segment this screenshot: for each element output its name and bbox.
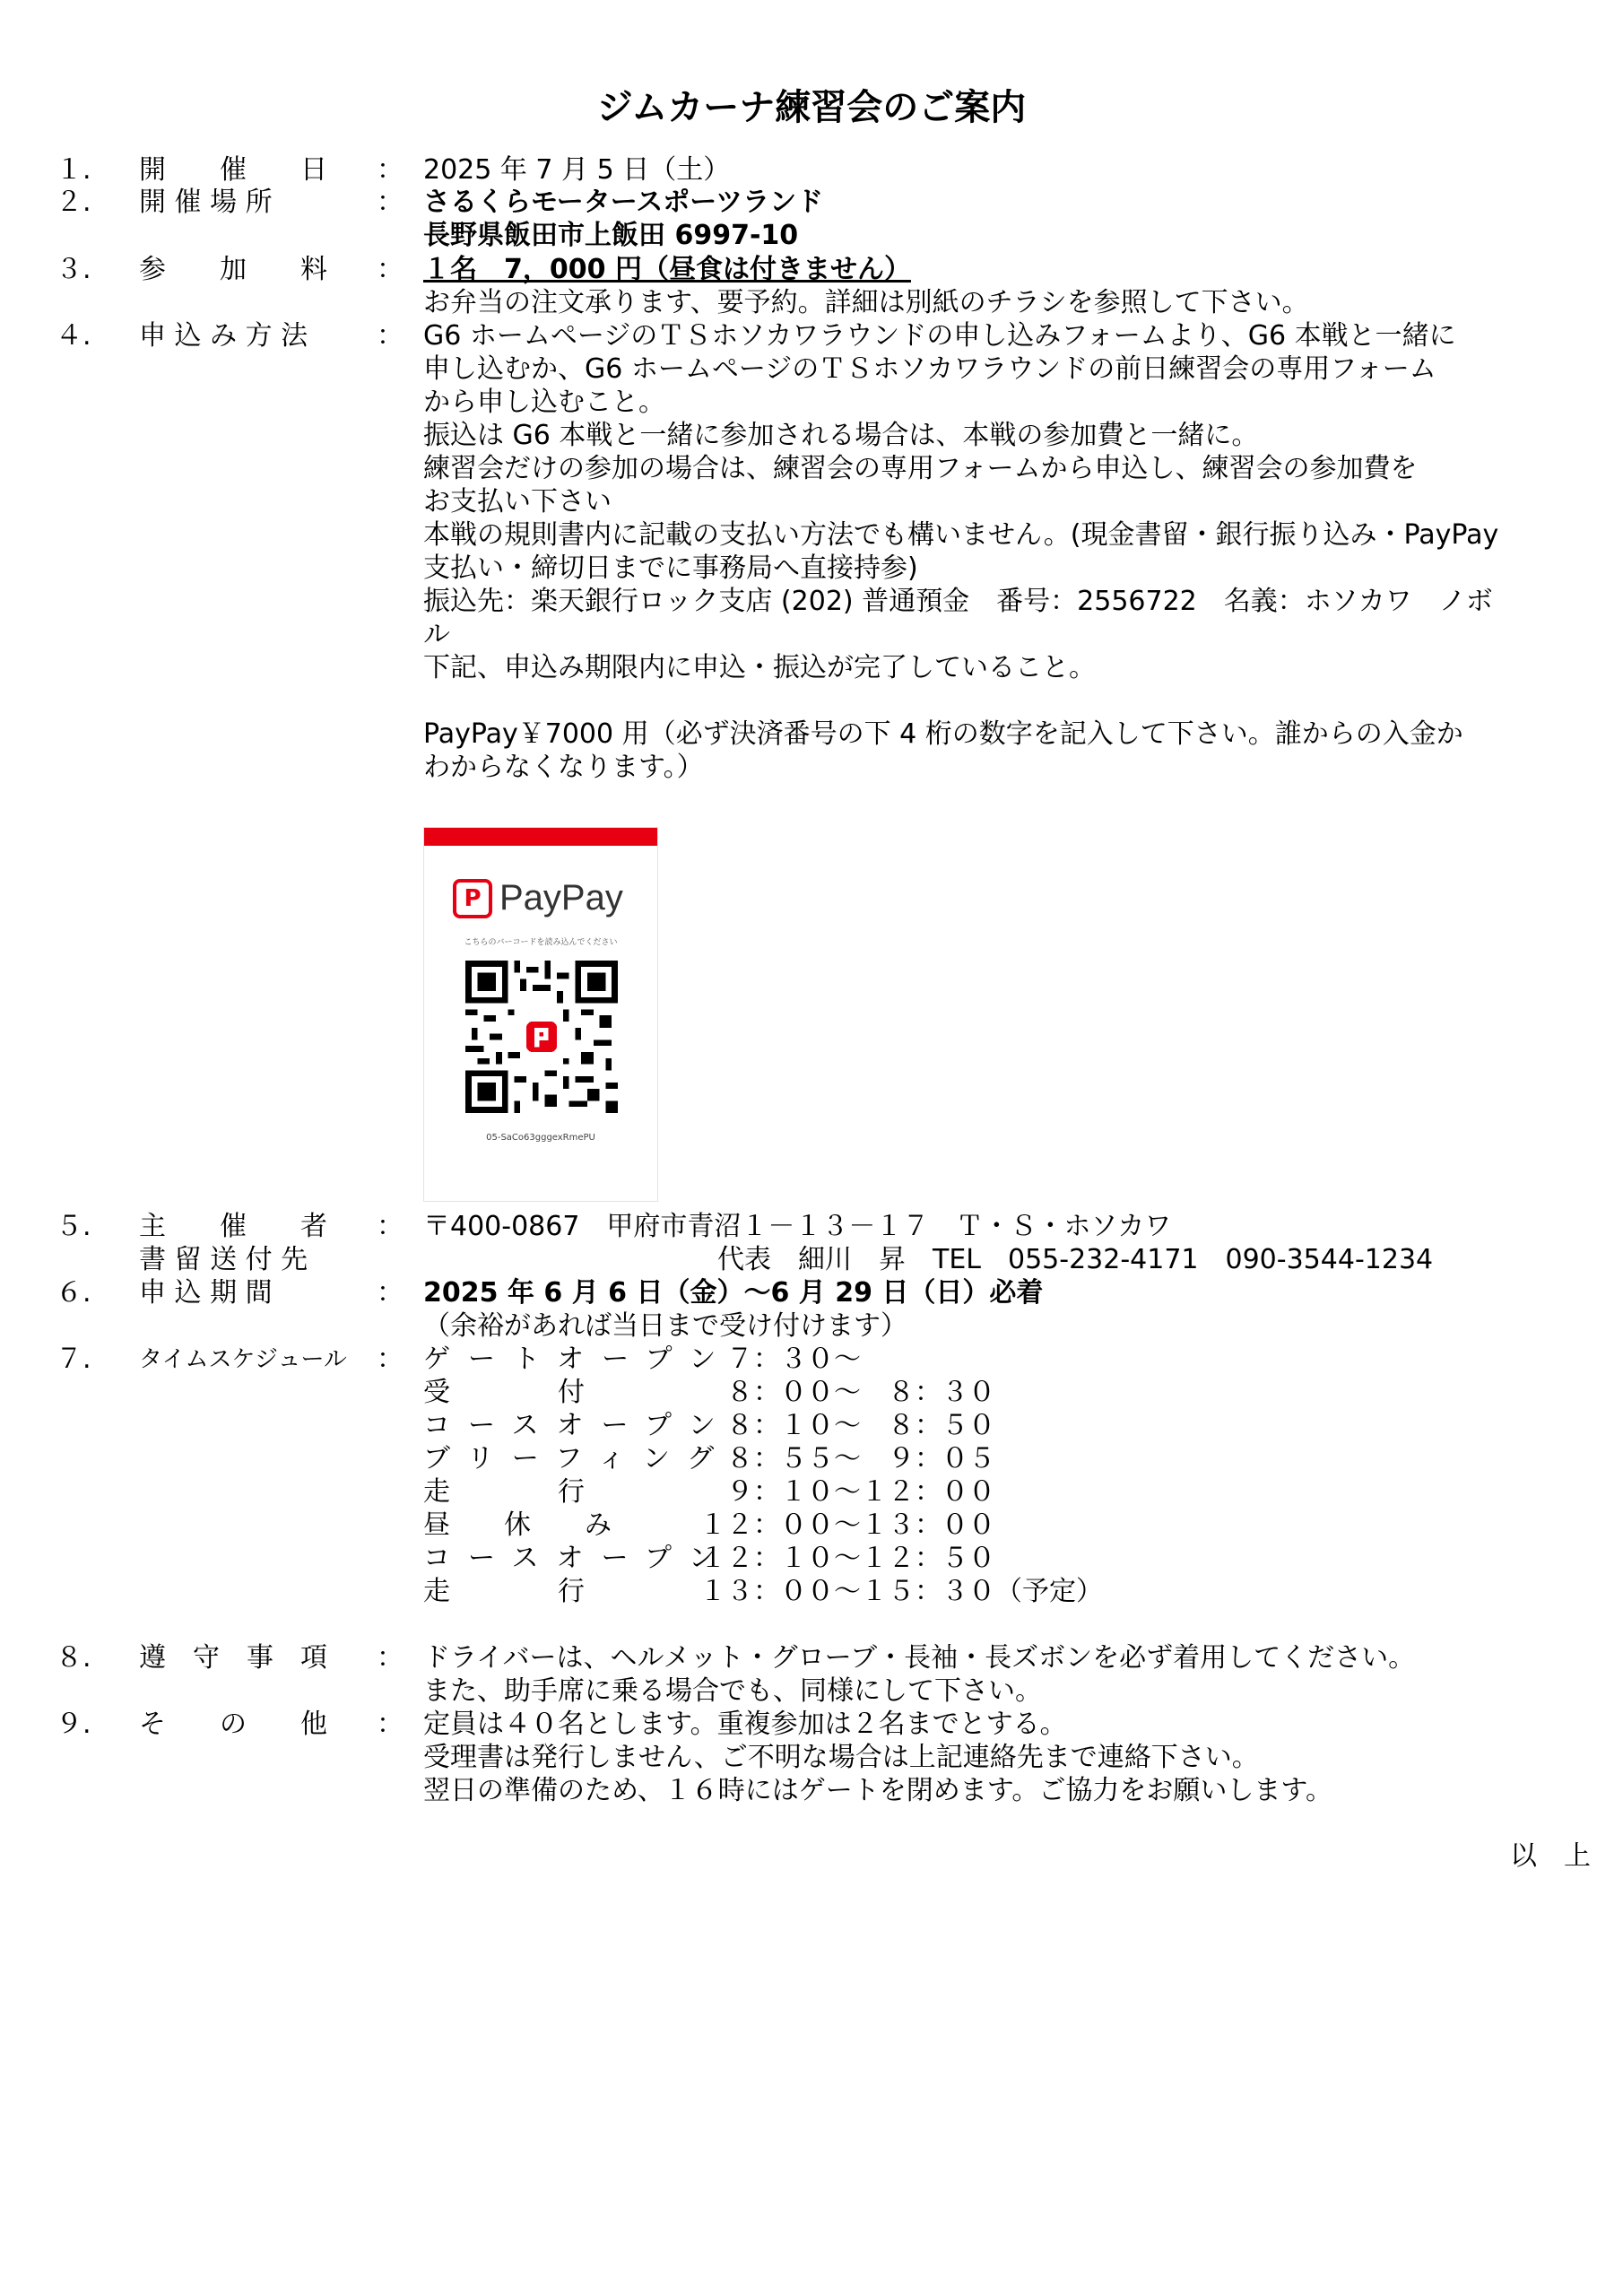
paypay-qr-card [423, 827, 658, 1202]
fee: １名 7，000 円（昼食は付きません） [423, 254, 911, 285]
item-5-label-2: 書 留 送 付 先 [139, 1244, 308, 1275]
schedule-time: ９：１０～１２：００ [699, 1476, 995, 1508]
apply-line: PayPay￥7000 用（必ず決済番号の下 4 桁の数字を記入して下さい。誰からの入金か [423, 718, 1463, 750]
item-8-number: ８. [56, 1642, 91, 1674]
apply-line: G6 ホームページのＴＳホソカワラウンドの申し込みフォームより、G6 本戦と一緒に [423, 320, 1456, 352]
item-1-number: １. [56, 154, 91, 186]
event-date: 2025 年 7 月 5 日（土） [423, 154, 731, 186]
schedule-name: 昼 休 み [423, 1509, 612, 1541]
venue-name: さるくらモータースポーツランド [423, 187, 824, 218]
item-4-label: 申 込 み 方 法 [139, 320, 308, 352]
item-2-number: ２. [56, 187, 91, 218]
item-6-number: ６. [56, 1277, 91, 1309]
organizer-address: 〒400-0867 甲府市青沼１－１３－１７ Ｔ・Ｓ・ホソカワ [423, 1211, 1172, 1242]
apply-line: わからなくなります。） [423, 752, 704, 783]
apply-line: お支払い下さい [423, 486, 612, 517]
apply-line: 本戦の規則書内に記載の支払い方法でも構いません。(現金書留・銀行振り込み・PayPay [423, 519, 1499, 551]
schedule-name: コースオープン [423, 1543, 733, 1574]
page-title: ジムカーナ練習会のご案内 [596, 87, 1027, 128]
paypay-instruction: こちらのバーコードを読み込んでください [464, 938, 618, 947]
organizer-contact: 代表 細川 昇 TEL 055-232-4171 090-3544-1234 [717, 1244, 1434, 1275]
item-9-number: ９. [56, 1709, 91, 1740]
apply-line: 申し込むか、G6 ホームページのＴＳホソカワラウンドの前日練習会の専用フォーム [423, 353, 1436, 385]
colon: ： [377, 1642, 404, 1674]
item-5-number: ５. [56, 1211, 91, 1242]
colon: ： [377, 320, 404, 352]
rules-line: ドライバーは、ヘルメット・グローブ・長袖・長ズボンを必ず着用してください。 [423, 1642, 1416, 1674]
item-1-label: 開 催 日 [139, 154, 327, 186]
apply-line: から申し込むこと。 [423, 387, 665, 418]
closing-mark: 以 上 [1510, 1840, 1591, 1872]
colon: ： [377, 1211, 404, 1242]
application-period: 2025 年 6 月 6 日（金）～6 月 29 日（日）必着 [423, 1277, 1044, 1309]
item-4-number: ４. [56, 320, 91, 352]
schedule-time: １２：１０～１２：５０ [699, 1543, 995, 1574]
application-period-note: （余裕があれば当日まで受け付けます） [423, 1310, 907, 1342]
schedule-name: 受 付 [423, 1377, 585, 1408]
schedule-name: ゲートオープン [423, 1344, 734, 1375]
paypay-header-bar [424, 828, 657, 846]
item-8-label: 遵 守 事 項 [139, 1642, 327, 1674]
schedule-name: 走 行 [423, 1576, 585, 1607]
other-line: 受理書は発行しません、ご不明な場合は上記連絡先まで連絡下さい。 [423, 1742, 1259, 1773]
apply-line: 支払い・締切日までに事務局へ直接持参) [423, 552, 918, 584]
schedule-name: 走 行 [423, 1476, 585, 1508]
other-line: 定員は４０名とします。重複参加は２名までとする。 [423, 1709, 1067, 1740]
schedule-time: １３：００～１５：３０（予定） [699, 1576, 1103, 1607]
item-3-number: ３. [56, 254, 91, 285]
schedule-time: ８：１０～ ８：５０ [699, 1410, 995, 1441]
apply-line: 振込は G6 本戦と一緒に参加される場合は、本戦の参加費と一緒に。 [423, 420, 1259, 451]
paypay-code: 05-SaCo63gggexRmePU [486, 1133, 595, 1143]
item-7-label: タイムスケジュール [139, 1346, 347, 1373]
item-5-label: 主 催 者 [139, 1211, 327, 1242]
item-7-number: ７. [56, 1344, 91, 1375]
apply-line: ル [423, 619, 450, 650]
schedule-name: ブリーフィング [423, 1443, 733, 1474]
item-2-label: 開 催 場 所 [139, 187, 273, 218]
paypay-logo [453, 878, 623, 918]
apply-line: 下記、申込み期限内に申込・振込が完了していること。 [423, 652, 1096, 683]
schedule-name: コースオープン [423, 1410, 733, 1441]
colon: ： [377, 1709, 404, 1740]
colon: ： [377, 187, 404, 218]
apply-line: 練習会だけの参加の場合は、練習会の専用フォームから申込し、練習会の参加費を [423, 453, 1418, 484]
colon: ： [377, 1344, 404, 1375]
item-3-label: 参 加 料 [139, 254, 327, 285]
colon: ： [377, 154, 404, 186]
schedule-time: １２：００～１３：００ [699, 1509, 995, 1541]
schedule-time: ８：００～ ８：３０ [699, 1377, 995, 1408]
schedule-time: ８：５５～ ９：０５ [699, 1443, 995, 1474]
schedule-time: ７：３０～ [699, 1344, 861, 1375]
venue-address: 長野県飯田市上飯田 6997-10 [423, 220, 799, 251]
other-line: 翌日の準備のため、１６時にはゲートを閉めます。ご協力をお願いします。 [423, 1775, 1332, 1806]
paypay-logo-text: PayPay [499, 878, 623, 918]
apply-line: 振込先：楽天銀行ロック支店 (202) 普通預金 番号：2556722 名義：ホソカワ ノボ [423, 586, 1493, 617]
rules-line: また、助手席に乗る場合でも、同様にして下さい。 [423, 1675, 1042, 1707]
item-9-label: そ の 他 [139, 1709, 327, 1740]
qr-code-icon [465, 961, 618, 1113]
fee-note: お弁当の注文承ります、要予約。詳細は別紙のチラシを参照して下さい。 [423, 287, 1309, 318]
colon: ： [377, 1277, 404, 1309]
item-6-label: 申 込 期 間 [139, 1277, 273, 1309]
paypay-mark-icon: P [453, 879, 492, 918]
colon: ： [377, 254, 404, 285]
